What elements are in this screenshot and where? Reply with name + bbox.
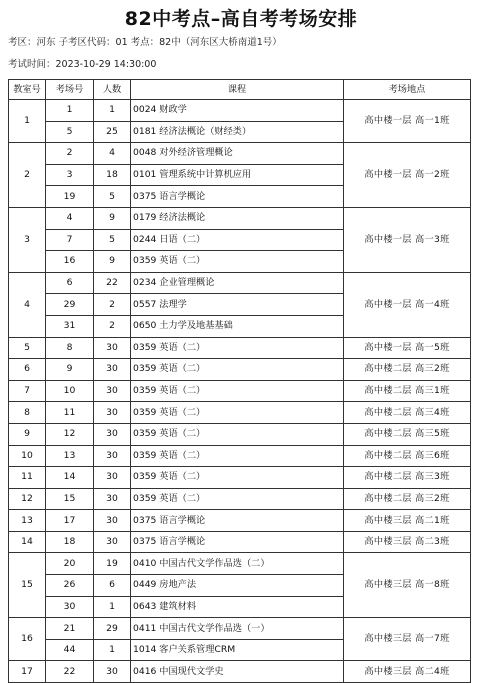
cell-course: 0375 语言学概论 <box>131 510 344 532</box>
cell-exam-no: 21 <box>46 618 94 640</box>
cell-exam-no: 22 <box>46 661 94 683</box>
table-row <box>9 510 471 532</box>
cell-location: 高中楼二层 高三4班 <box>344 402 471 424</box>
cell-exam-no: 44 <box>46 639 94 661</box>
cell-course: 0359 英语（二） <box>131 251 344 273</box>
cell-course: 0234 企业管理概论 <box>131 272 344 294</box>
cell-location: 高中楼一层 高一5班 <box>344 337 471 359</box>
cell-course: 0643 建筑材料 <box>131 596 344 618</box>
cell-exam-no: 2 <box>46 143 94 165</box>
cell-exam-no: 20 <box>46 553 94 575</box>
cell-course: 0411 中国古代文学作品选（一） <box>131 618 344 640</box>
cell-room: 3 <box>9 207 46 272</box>
table-row <box>9 423 471 445</box>
table-row <box>9 445 471 467</box>
cell-count: 30 <box>94 359 131 381</box>
cell-location: 高中楼三层 高一8班 <box>344 553 471 618</box>
cell-room: 7 <box>9 380 46 402</box>
cell-exam-no: 8 <box>46 337 94 359</box>
cell-course: 0375 语言学概论 <box>131 531 344 553</box>
cell-count: 2 <box>94 315 131 337</box>
cell-exam-no: 11 <box>46 402 94 424</box>
page-title: 82中考点–高自考考场安排 <box>124 8 358 30</box>
cell-room: 5 <box>9 337 46 359</box>
table-body <box>9 100 471 683</box>
table-row <box>9 143 471 165</box>
cell-exam-no: 19 <box>46 186 94 208</box>
table-row <box>9 272 471 294</box>
cell-exam-no: 12 <box>46 423 94 445</box>
cell-course: 0359 英语（二） <box>131 488 344 510</box>
cell-room: 12 <box>9 488 46 510</box>
cell-count: 5 <box>94 186 131 208</box>
cell-room: 9 <box>9 423 46 445</box>
cell-room: 17 <box>9 661 46 683</box>
cell-course: 0359 英语（二） <box>131 337 344 359</box>
cell-exam-no: 5 <box>46 121 94 143</box>
header-location: 考场地点 <box>344 80 471 100</box>
cell-course: 0024 财政学 <box>131 100 344 122</box>
cell-room: 15 <box>9 553 46 618</box>
cell-exam-no: 16 <box>46 251 94 273</box>
table-row <box>9 337 471 359</box>
exam-area-info: 考区：河东 子考区代码：01 考点：82中（河东区大桥南道1号） <box>8 37 282 48</box>
cell-room: 1 <box>9 100 46 143</box>
table-row <box>9 467 471 489</box>
table-row <box>9 359 471 381</box>
table-row <box>9 100 471 122</box>
table-row <box>9 618 471 640</box>
cell-course: 0359 英语（二） <box>131 359 344 381</box>
exam-time-info: 考试时间：2023-10-29 14:30:00 <box>8 59 157 70</box>
cell-count: 30 <box>94 661 131 683</box>
cell-location: 高中楼三层 高二3班 <box>344 531 471 553</box>
cell-exam-no: 9 <box>46 359 94 381</box>
cell-location: 高中楼二层 高三2班 <box>344 488 471 510</box>
cell-location: 高中楼二层 高三5班 <box>344 423 471 445</box>
cell-room: 13 <box>9 510 46 532</box>
cell-room: 14 <box>9 531 46 553</box>
cell-count: 4 <box>94 143 131 165</box>
cell-course: 0449 房地产法 <box>131 575 344 597</box>
cell-count: 30 <box>94 445 131 467</box>
cell-course: 0244 日语（二） <box>131 229 344 251</box>
cell-room: 2 <box>9 143 46 208</box>
cell-count: 5 <box>94 229 131 251</box>
cell-location: 高中楼一层 高一3班 <box>344 207 471 272</box>
cell-location: 高中楼一层 高一1班 <box>344 100 471 143</box>
cell-exam-no: 18 <box>46 531 94 553</box>
cell-count: 30 <box>94 380 131 402</box>
cell-course: 0375 语言学概论 <box>131 186 344 208</box>
cell-count: 30 <box>94 488 131 510</box>
cell-location: 高中楼三层 高二4班 <box>344 661 471 683</box>
table-row <box>9 488 471 510</box>
cell-course: 1014 客户关系管理CRM <box>131 639 344 661</box>
header-course: 课程 <box>131 80 344 100</box>
cell-course: 0179 经济法概论 <box>131 207 344 229</box>
cell-room: 11 <box>9 467 46 489</box>
cell-location: 高中楼三层 高一7班 <box>344 618 471 661</box>
cell-location: 高中楼二层 高三3班 <box>344 467 471 489</box>
cell-count: 1 <box>94 639 131 661</box>
table-header-row <box>9 80 471 100</box>
cell-count: 25 <box>94 121 131 143</box>
cell-count: 9 <box>94 251 131 273</box>
header-room: 教室号 <box>9 80 46 100</box>
cell-count: 2 <box>94 294 131 316</box>
table-row <box>9 531 471 553</box>
cell-count: 22 <box>94 272 131 294</box>
cell-count: 30 <box>94 510 131 532</box>
cell-course: 0048 对外经济管理概论 <box>131 143 344 165</box>
table-row <box>9 402 471 424</box>
exam-schedule-table <box>8 79 471 683</box>
cell-course: 0557 法理学 <box>131 294 344 316</box>
cell-course: 0359 英语（二） <box>131 380 344 402</box>
cell-room: 4 <box>9 272 46 337</box>
cell-exam-no: 17 <box>46 510 94 532</box>
cell-exam-no: 6 <box>46 272 94 294</box>
cell-exam-no: 13 <box>46 445 94 467</box>
cell-course: 0650 土力学及地基基础 <box>131 315 344 337</box>
cell-location: 高中楼一层 高一4班 <box>344 272 471 337</box>
cell-room: 16 <box>9 618 46 661</box>
cell-exam-no: 10 <box>46 380 94 402</box>
cell-location: 高中楼一层 高一2班 <box>344 143 471 208</box>
header-exam-no: 考场号 <box>46 80 94 100</box>
cell-count: 29 <box>94 618 131 640</box>
cell-exam-no: 15 <box>46 488 94 510</box>
cell-count: 1 <box>94 100 131 122</box>
cell-course: 0101 管理系统中计算机应用 <box>131 164 344 186</box>
cell-exam-no: 29 <box>46 294 94 316</box>
cell-exam-no: 30 <box>46 596 94 618</box>
cell-exam-no: 4 <box>46 207 94 229</box>
header-count: 人数 <box>94 80 131 100</box>
cell-count: 30 <box>94 402 131 424</box>
cell-count: 9 <box>94 207 131 229</box>
cell-exam-no: 1 <box>46 100 94 122</box>
cell-course: 0359 英语（二） <box>131 423 344 445</box>
cell-exam-no: 26 <box>46 575 94 597</box>
cell-room: 6 <box>9 359 46 381</box>
table-row <box>9 207 471 229</box>
cell-exam-no: 7 <box>46 229 94 251</box>
cell-location: 高中楼二层 高三6班 <box>344 445 471 467</box>
table-row <box>9 380 471 402</box>
cell-count: 30 <box>94 337 131 359</box>
table-row <box>9 661 471 683</box>
cell-count: 19 <box>94 553 131 575</box>
cell-course: 0410 中国古代文学作品选（二） <box>131 553 344 575</box>
cell-exam-no: 3 <box>46 164 94 186</box>
cell-count: 6 <box>94 575 131 597</box>
cell-location: 高中楼三层 高二1班 <box>344 510 471 532</box>
cell-count: 30 <box>94 467 131 489</box>
cell-count: 30 <box>94 423 131 445</box>
cell-course: 0359 英语（二） <box>131 467 344 489</box>
cell-exam-no: 31 <box>46 315 94 337</box>
cell-room: 10 <box>9 445 46 467</box>
cell-count: 30 <box>94 531 131 553</box>
cell-count: 1 <box>94 596 131 618</box>
cell-location: 高中楼二层 高三1班 <box>344 380 471 402</box>
cell-course: 0416 中国现代文学史 <box>131 661 344 683</box>
cell-exam-no: 14 <box>46 467 94 489</box>
cell-location: 高中楼二层 高三2班 <box>344 359 471 381</box>
cell-course: 0181 经济法概论（财经类） <box>131 121 344 143</box>
table-row <box>9 553 471 575</box>
cell-course: 0359 英语（二） <box>131 445 344 467</box>
cell-room: 8 <box>9 402 46 424</box>
cell-course: 0359 英语（二） <box>131 402 344 424</box>
cell-count: 18 <box>94 164 131 186</box>
